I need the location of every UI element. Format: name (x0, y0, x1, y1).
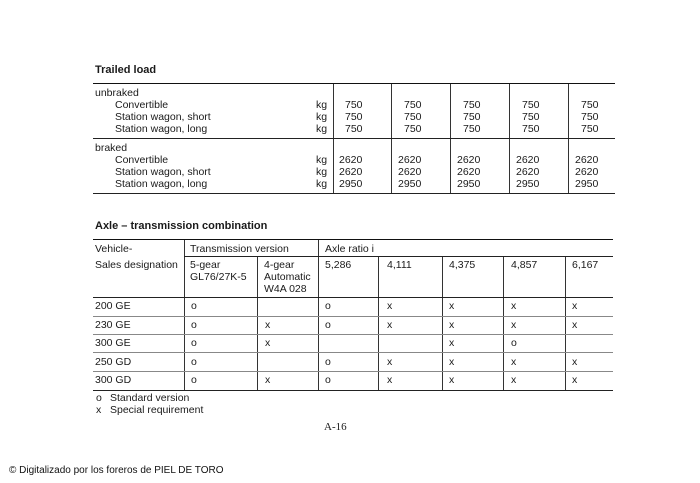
ratio-cell: x (387, 319, 393, 331)
unbraked-value: 750 (463, 99, 481, 111)
axle-row-rule (93, 371, 613, 372)
ratio-cell: o (325, 319, 331, 331)
ratio-cell: x (387, 374, 393, 386)
axle-subheader-rule (184, 256, 613, 257)
unbraked-value: 750 (404, 123, 422, 135)
gear5-cell: o (191, 374, 197, 386)
axle-col-sep (442, 256, 443, 390)
braked-row-name: Station wagon, long (115, 178, 208, 190)
vehicle-header-line1: Vehicle- (95, 243, 133, 255)
gear4-header-line3: W4A 028 (264, 283, 307, 295)
braked-row-unit: kg (316, 178, 328, 190)
gear4-cell: x (265, 374, 271, 386)
unbraked-row-name: Station wagon, short (115, 111, 211, 123)
unbraked-value: 750 (581, 99, 599, 111)
braked-row-unit: kg (316, 154, 328, 166)
ratio-cell: x (572, 374, 578, 386)
ratio-cell: x (511, 319, 517, 331)
unbraked-value: 750 (345, 123, 363, 135)
unbraked-value: 750 (522, 111, 540, 123)
gear4-header-line2: Automatic (264, 271, 311, 283)
axle-row-rule (93, 334, 613, 335)
legend-text: Standard version (110, 392, 190, 404)
ratio-cell: x (511, 356, 517, 368)
gear5-cell: o (191, 319, 197, 331)
trailed-load-title: Trailed load (95, 64, 157, 76)
ratio-cell: x (387, 356, 393, 368)
axle-col-sep (257, 256, 258, 390)
unbraked-row-name: Station wagon, long (115, 123, 208, 135)
braked-value: 2950 (516, 178, 540, 190)
braked-value: 2620 (457, 166, 481, 178)
braked-value: 2620 (575, 166, 599, 178)
unbraked-label: unbraked (95, 87, 139, 99)
axle-col-sep (318, 240, 319, 390)
trailed-load-bottom-rule (93, 193, 615, 194)
trailed-col-sep (509, 139, 510, 193)
unbraked-value: 750 (463, 111, 481, 123)
ratio-cell: x (572, 319, 578, 331)
braked-value: 2620 (516, 166, 540, 178)
braked-value: 2620 (398, 154, 422, 166)
unbraked-value: 750 (345, 111, 363, 123)
unbraked-value: 750 (345, 99, 363, 111)
ratio-cell: x (449, 374, 455, 386)
vehicle-cell: 230 GE (95, 319, 131, 331)
ratio-cell: o (511, 337, 517, 349)
axle-col-sep (565, 256, 566, 390)
braked-value: 2620 (457, 154, 481, 166)
axle-header-rule (93, 297, 613, 298)
ratio-cell: x (572, 356, 578, 368)
gear5-cell: o (191, 337, 197, 349)
ratio-header: 4,111 (387, 259, 412, 271)
ratio-header: 4,857 (511, 259, 538, 271)
axle-row-rule (93, 316, 613, 317)
axle-col-sep (184, 240, 185, 390)
trailed-col-sep (391, 84, 392, 138)
ratio-header: 5,286 (325, 259, 352, 271)
ratio-cell: o (325, 300, 331, 312)
ratio-cell: x (572, 300, 578, 312)
copyright-footer: © Digitalizado por los foreros de PIEL DE TORO (9, 465, 224, 476)
unbraked-row-name: Convertible (115, 99, 169, 111)
vehicle-cell: 200 GE (95, 300, 131, 312)
braked-value: 2620 (575, 154, 599, 166)
axle-row-rule (93, 352, 613, 353)
legend-symbol: o (96, 392, 102, 404)
gear4-cell: x (265, 319, 271, 331)
ratio-header: 6,167 (572, 259, 599, 271)
ratio-cell: o (325, 374, 331, 386)
vehicle-header-line2: Sales designation (95, 259, 178, 271)
axle-bottom-rule (93, 390, 613, 391)
trailed-col-sep (333, 84, 334, 138)
axle-ratio-header: Axle ratio i (325, 243, 375, 255)
braked-value: 2620 (398, 166, 422, 178)
axle-top-rule (93, 239, 613, 240)
trailed-col-sep (450, 84, 451, 138)
page-number: A-16 (324, 421, 347, 433)
unbraked-value: 750 (463, 123, 481, 135)
braked-row-name: Convertible (115, 154, 169, 166)
unbraked-value: 750 (522, 123, 540, 135)
ratio-cell: x (449, 337, 455, 349)
legend-symbol: x (96, 404, 102, 416)
braked-label: braked (95, 142, 128, 154)
unbraked-row-unit: kg (316, 111, 328, 123)
legend-text: Special requirement (110, 404, 204, 416)
ratio-cell: x (511, 374, 517, 386)
braked-value: 2950 (457, 178, 481, 190)
braked-row-unit: kg (316, 166, 328, 178)
vehicle-cell: 300 GD (95, 374, 132, 386)
unbraked-row-unit: kg (316, 123, 328, 135)
braked-value: 2950 (339, 178, 363, 190)
axle-title: Axle – transmission combination (95, 220, 268, 232)
ratio-cell: x (387, 300, 393, 312)
braked-value: 2620 (516, 154, 540, 166)
axle-col-sep (378, 256, 379, 390)
gear4-cell: x (265, 337, 271, 349)
unbraked-value: 750 (581, 111, 599, 123)
unbraked-value: 750 (581, 123, 599, 135)
axle-col-sep (503, 256, 504, 390)
trailed-col-sep (509, 84, 510, 138)
trailed-col-sep (333, 139, 334, 193)
trailed-col-sep (568, 84, 569, 138)
vehicle-cell: 250 GD (95, 356, 132, 368)
unbraked-value: 750 (404, 99, 422, 111)
trailed-load-top-rule (93, 83, 615, 84)
braked-row-name: Station wagon, short (115, 166, 211, 178)
vehicle-cell: 300 GE (95, 337, 131, 349)
ratio-cell: x (449, 319, 455, 331)
unbraked-row-unit: kg (316, 99, 328, 111)
trailed-col-sep (450, 139, 451, 193)
braked-value: 2620 (339, 166, 363, 178)
gear5-cell: o (191, 356, 197, 368)
transmission-header: Transmission version (190, 243, 289, 255)
trailed-col-sep (568, 139, 569, 193)
ratio-cell: x (449, 356, 455, 368)
gear5-header-line1: 5-gear (190, 259, 221, 271)
braked-value: 2620 (339, 154, 363, 166)
unbraked-value: 750 (522, 99, 540, 111)
gear5-header-line2: GL76/27K-5 (190, 271, 247, 283)
ratio-header: 4,375 (449, 259, 476, 271)
trailed-load-mid-rule (93, 138, 615, 139)
unbraked-value: 750 (404, 111, 422, 123)
ratio-cell: x (511, 300, 517, 312)
braked-value: 2950 (398, 178, 422, 190)
trailed-col-sep (391, 139, 392, 193)
ratio-cell: o (325, 356, 331, 368)
gear4-header-line1: 4-gear (264, 259, 295, 271)
ratio-cell: x (449, 300, 455, 312)
braked-value: 2950 (575, 178, 599, 190)
gear5-cell: o (191, 300, 197, 312)
